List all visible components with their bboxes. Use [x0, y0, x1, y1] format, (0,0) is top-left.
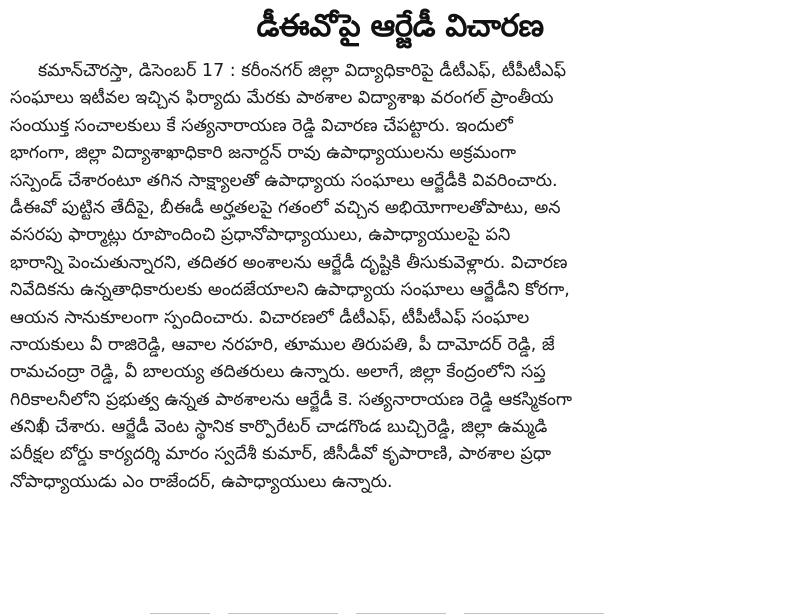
article-line: కమాన్‌చౌరస్తా, డిసెంబర్ 17 : కరీంనగర్ జిల్లా విద్యాధికారిపై డీటీఎఫ్, టీపీటీఎఫ్: [38, 61, 567, 81]
cropped-next-line-remnant: [150, 606, 670, 614]
article-line: సంఘాలు ఇటీవల ఇచ్చిన ఫిర్యాదు మేరకు పాఠశాల విద్యాశాఖ వరంగల్ ప్రాంతీయ: [10, 88, 554, 109]
article-line: రామచంద్రా రెడ్డి, వీ బాలయ్య తదితరులు ఉన్నారు. అలాగే, జిల్లా కేంద్రంలోని సప్త: [10, 362, 546, 383]
article-line: భాగంగా, జిల్లా విద్యాశాఖాధికారి జనార్దన్ రావు ఉపాధ్యాయులను అక్రమంగా: [10, 143, 516, 164]
article-line: నివేదికను ఉన్నతాధికారులకు అందజేయాలని ఉపాధ్యాయ సంఘాలు ఆర్జేడీని కోరగా,: [10, 280, 570, 301]
article-line: నాయకులు వీ రాజిరెడ్డి, ఆవాల నరహరి, తూముల తిరుపతి, పీ దామోదర్ రెడ్డి, జే: [10, 334, 555, 355]
article-line: నోపాధ్యాయుడు ఎం రాజేందర్, ఉపాధ్యాయులు ఉన్నారు.: [10, 471, 393, 492]
article-line: సస్పెండ్ చేశారంటూ తగిన సాక్ష్యాలతో ఉపాధ్యాయ సంఘాలు ఆర్జేడీకి వివరించారు.: [10, 170, 558, 191]
article-line: ఆయన సానుకూలంగా స్పందించారు. విచారణలో డీటీఎఫ్, టీపీటీఎఫ్ సంఘాల: [10, 307, 530, 328]
article-line: తనిఖీ చేశారు. ఆర్జేడీ వెంట స్థానిక కార్పొరేటర్ చాడగొండ బుచ్చిరెడ్డి, జిల్లా ఉమ్మడి: [10, 417, 548, 438]
article-headline: డీఈవోపై ఆర్జేడీ విచారణ: [256, 8, 544, 44]
article-body: [10, 58, 795, 496]
article-line: పరీక్షల బోర్డు కార్యదర్శి మారం స్వదేశీ కుమార్, జీసీడీవో కృపారాణి, పాఠశాల ప్రధా: [10, 444, 552, 465]
article-line: భారాన్ని పెంచుతున్నారని, తదితర అంశాలను ఆర్జేడీ దృష్టికి తీసుకువెళ్లారు. విచారణ: [10, 252, 568, 273]
article-line: వసరపు ఫార్మాట్లు రూపొందించి ప్రధానోపాధ్యాయులు, ఉపాధ్యాయులపై పని: [10, 225, 511, 246]
article-line: గిరికాలనీలోని ప్రభుత్వ ఉన్నత పాఠశాలను ఆర్జేడీ కె. సత్యనారాయణ రెడ్డి ఆకస్మికంగా: [10, 389, 572, 410]
article-line: సంయుక్త సంచాలకులు కే సత్యనారాయణ రెడ్డి విచారణ చేపట్టారు. ఇందులో: [10, 115, 513, 136]
article-line: డీఈవో పుట్టిన తేదీపై, బీఈడీ అర్హతలపై గతంలో వచ్చిన అభియోగాలతోపాటు, అన: [10, 197, 561, 218]
